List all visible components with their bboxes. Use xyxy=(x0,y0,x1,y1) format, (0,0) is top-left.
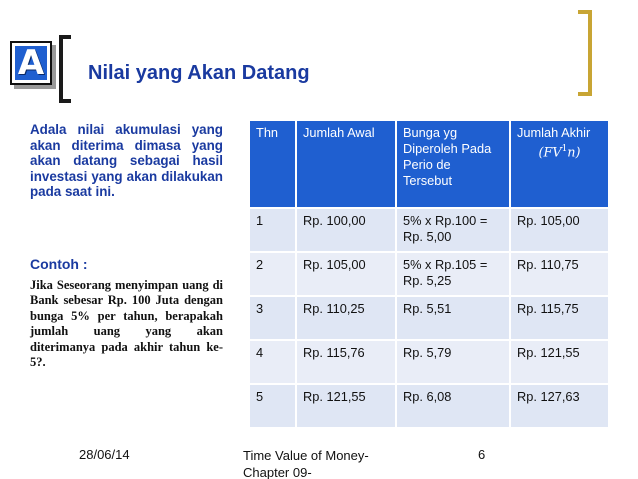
cell-akhir: Rp. 115,75 xyxy=(511,297,608,339)
cell-thn: 1 xyxy=(250,209,295,251)
logo-a-icon xyxy=(10,41,52,85)
page-number: 6 xyxy=(478,447,486,462)
table-row xyxy=(250,297,608,339)
table-row xyxy=(250,253,608,295)
footer-date: 28/06/14 xyxy=(79,447,130,462)
logo-letter: A xyxy=(17,43,45,83)
fv-main: FV xyxy=(543,145,562,161)
cell-awal: Rp. 100,00 xyxy=(297,209,395,251)
header-jumlah-awal: Jumlah Awal xyxy=(297,121,395,207)
header-bunga: Bunga yg Diperoleh Pada Perio de Tersebut xyxy=(397,121,509,207)
left-bracket-decoration xyxy=(59,35,71,103)
fv-tail: n xyxy=(567,145,576,161)
cell-bunga: Rp. 6,08 xyxy=(397,385,509,427)
cell-bunga: Rp. 5,51 xyxy=(397,297,509,339)
intro-paragraph: Adala nilai akumulasi yang akan diterima dimasa yang akan datang sebagai hasil investasi yang akan dilakukan pada saat ini. xyxy=(30,122,223,200)
right-bracket-decoration xyxy=(578,10,592,96)
logo-fill xyxy=(15,43,47,83)
footer-title: Time Value of Money-Chapter 09- xyxy=(243,448,369,479)
cell-bunga: 5% x Rp.100 = Rp. 5,00 xyxy=(397,209,509,251)
cell-thn: 5 xyxy=(250,385,295,427)
table-row xyxy=(250,341,608,383)
example-paragraph: Jika Seseorang menyimpan uang di Bank sebesar Rp. 100 Juta dengan bunga 5% per tahun, berapakah jumlah uang yang akan diterimanya pada akhir tahun ke-5?. xyxy=(30,278,223,370)
cell-akhir: Rp. 127,63 xyxy=(511,385,608,427)
header-thn: Thn xyxy=(250,121,295,207)
cell-thn: 2 xyxy=(250,253,295,295)
table-row xyxy=(250,385,608,427)
cell-awal: Rp. 121,55 xyxy=(297,385,395,427)
cell-akhir: Rp. 121,55 xyxy=(511,341,608,383)
cell-awal: Rp. 115,76 xyxy=(297,341,395,383)
cell-awal: Rp. 105,00 xyxy=(297,253,395,295)
cell-thn: 4 xyxy=(250,341,295,383)
fv-formula: $(FV^1n)$ xyxy=(538,144,581,161)
table-row xyxy=(250,209,608,251)
fv-sup: 1 xyxy=(561,144,568,154)
cell-awal: Rp. 110,25 xyxy=(297,297,395,339)
table-header-row xyxy=(250,121,608,207)
example-label: Contoh : xyxy=(30,256,88,272)
slide-title: Nilai yang Akan Datang xyxy=(88,62,310,84)
header-jumlah-akhir xyxy=(511,121,608,207)
header-jumlah-akhir-label: Jumlah Akhir xyxy=(517,125,591,140)
future-value-table xyxy=(248,119,610,429)
cell-bunga: 5% x Rp.105 = Rp. 5,25 xyxy=(397,253,509,295)
cell-akhir: Rp. 105,00 xyxy=(511,209,608,251)
cell-akhir: Rp. 110,75 xyxy=(511,253,608,295)
cell-bunga: Rp. 5,79 xyxy=(397,341,509,383)
cell-thn: 3 xyxy=(250,297,295,339)
